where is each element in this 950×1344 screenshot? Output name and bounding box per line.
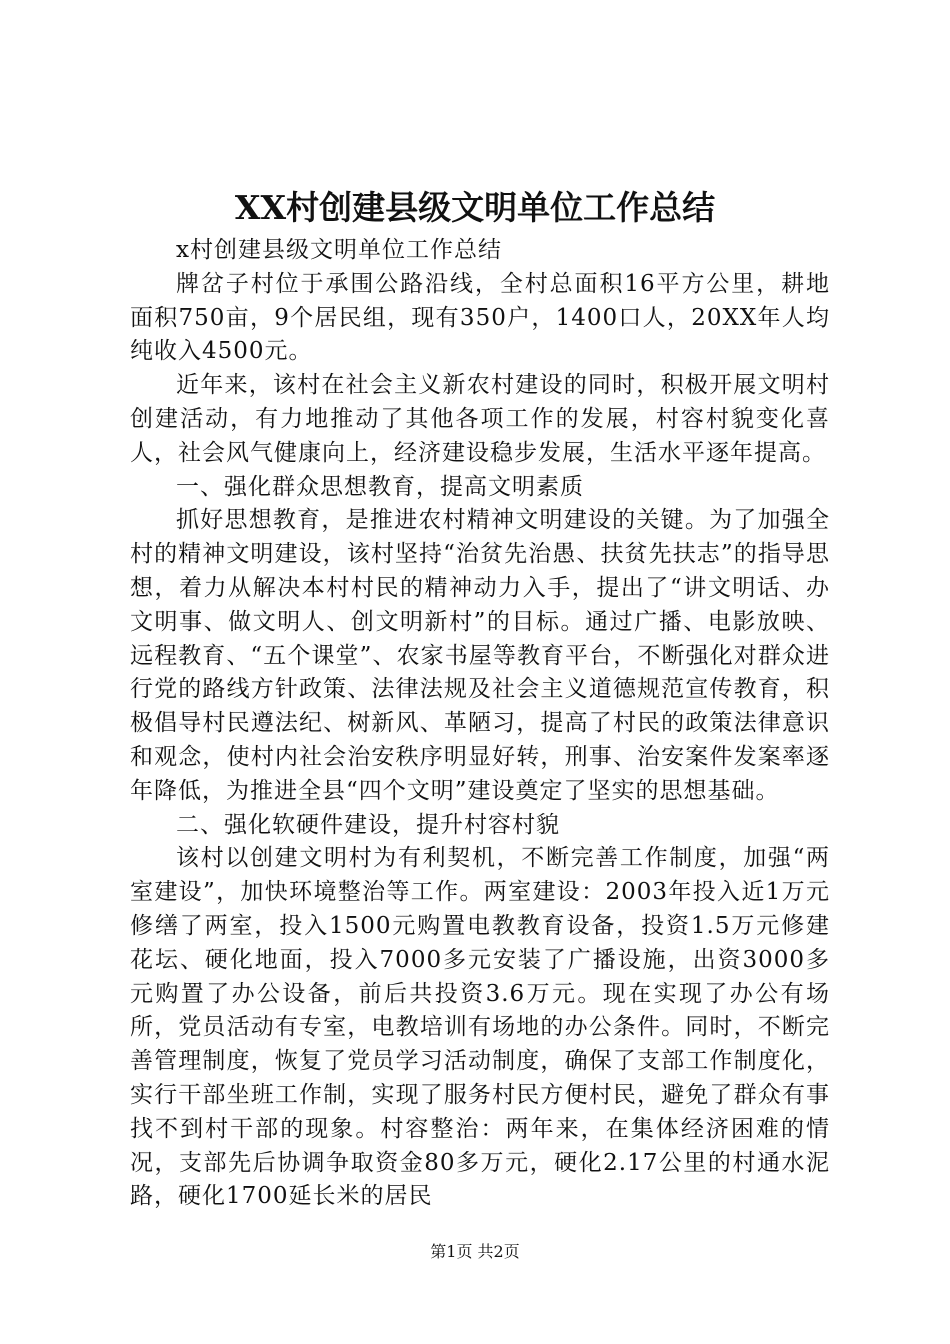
body-paragraph: 该村以创建文明村为有利契机，不断完善工作制度，加强“两室建设”，加快环境整治等工作。两室建设：2003年投入近1万元修缮了两室，投入1500元购置电教教育设备，投资1.5万元修建花坛、硬化地面，投入7000多元安装了广播设施，出资3000多元购置了办公设备，前后共投资3.6万元。现在实现了办公有场所，党员活动有专室，电教培训有场地的办公条件。同时，不断完善管理制度，恢复了党员学习活动制度，确保了支部工作制度化，实行干部坐班工作制，实现了服务村民方便村民，避免了群众有事找不到村干部的现象。村容整治：两年来，在集体经济困难的情况，支部先后协调争取资金80多万元，硬化2.17公里的村通水泥路，硬化1700延长米的居民 — [130, 845, 830, 1210]
body-paragraph: 近年来，该村在社会主义新农村建设的同时，积极开展文明村创建活动，有力地推动了其他各项工作的发展，村容村貌变化喜人，社会风气健康向上，经济建设稳步发展，生活水平逐年提高。 — [130, 372, 830, 466]
body-paragraph-subtitle: x村创建县级文明单位工作总结 — [176, 237, 502, 263]
page-number-footer: 第1页 共2页 — [430, 1242, 520, 1261]
document-title: XX村创建县级文明单位工作总结 — [234, 188, 716, 227]
body-paragraph: 牌岔子村位于承围公路沿线，全村总面积16平方公里，耕地面积750亩，9个居民组，现有350户，1400口人，20XX年人均纯收入4500元。 — [130, 270, 830, 365]
body-paragraph: 抓好思想教育，是推进农村精神文明建设的关键。为了加强全村的精神文明建设，该村坚持“治贫先治愚、扶贫先扶志”的指导思想，着力从解决本村村民的精神动力入手，提出了“讲文明话、办文明事、做文明人、创文明新村”的目标。通过广播、电影放映、远程教育、“五个课堂”、农家书屋等教育平台，不断强化对群众进行党的路线方针政策、法律法规及社会主义道德规范宣传教育，积极倡导村民遵法纪、树新风、革陋习，提高了村民的政策法律意识和观念，使村内社会治安秩序明显好转，刑事、治安案件发案率逐年降低，为推进全县“四个文明”建设奠定了坚实的思想基础。 — [130, 507, 830, 804]
section-heading: 一、强化群众思想教育，提高文明素质 — [176, 473, 584, 500]
section-heading: 二、强化软硬件建设，提升村容村貌 — [176, 811, 560, 838]
document-body — [130, 234, 830, 1214]
